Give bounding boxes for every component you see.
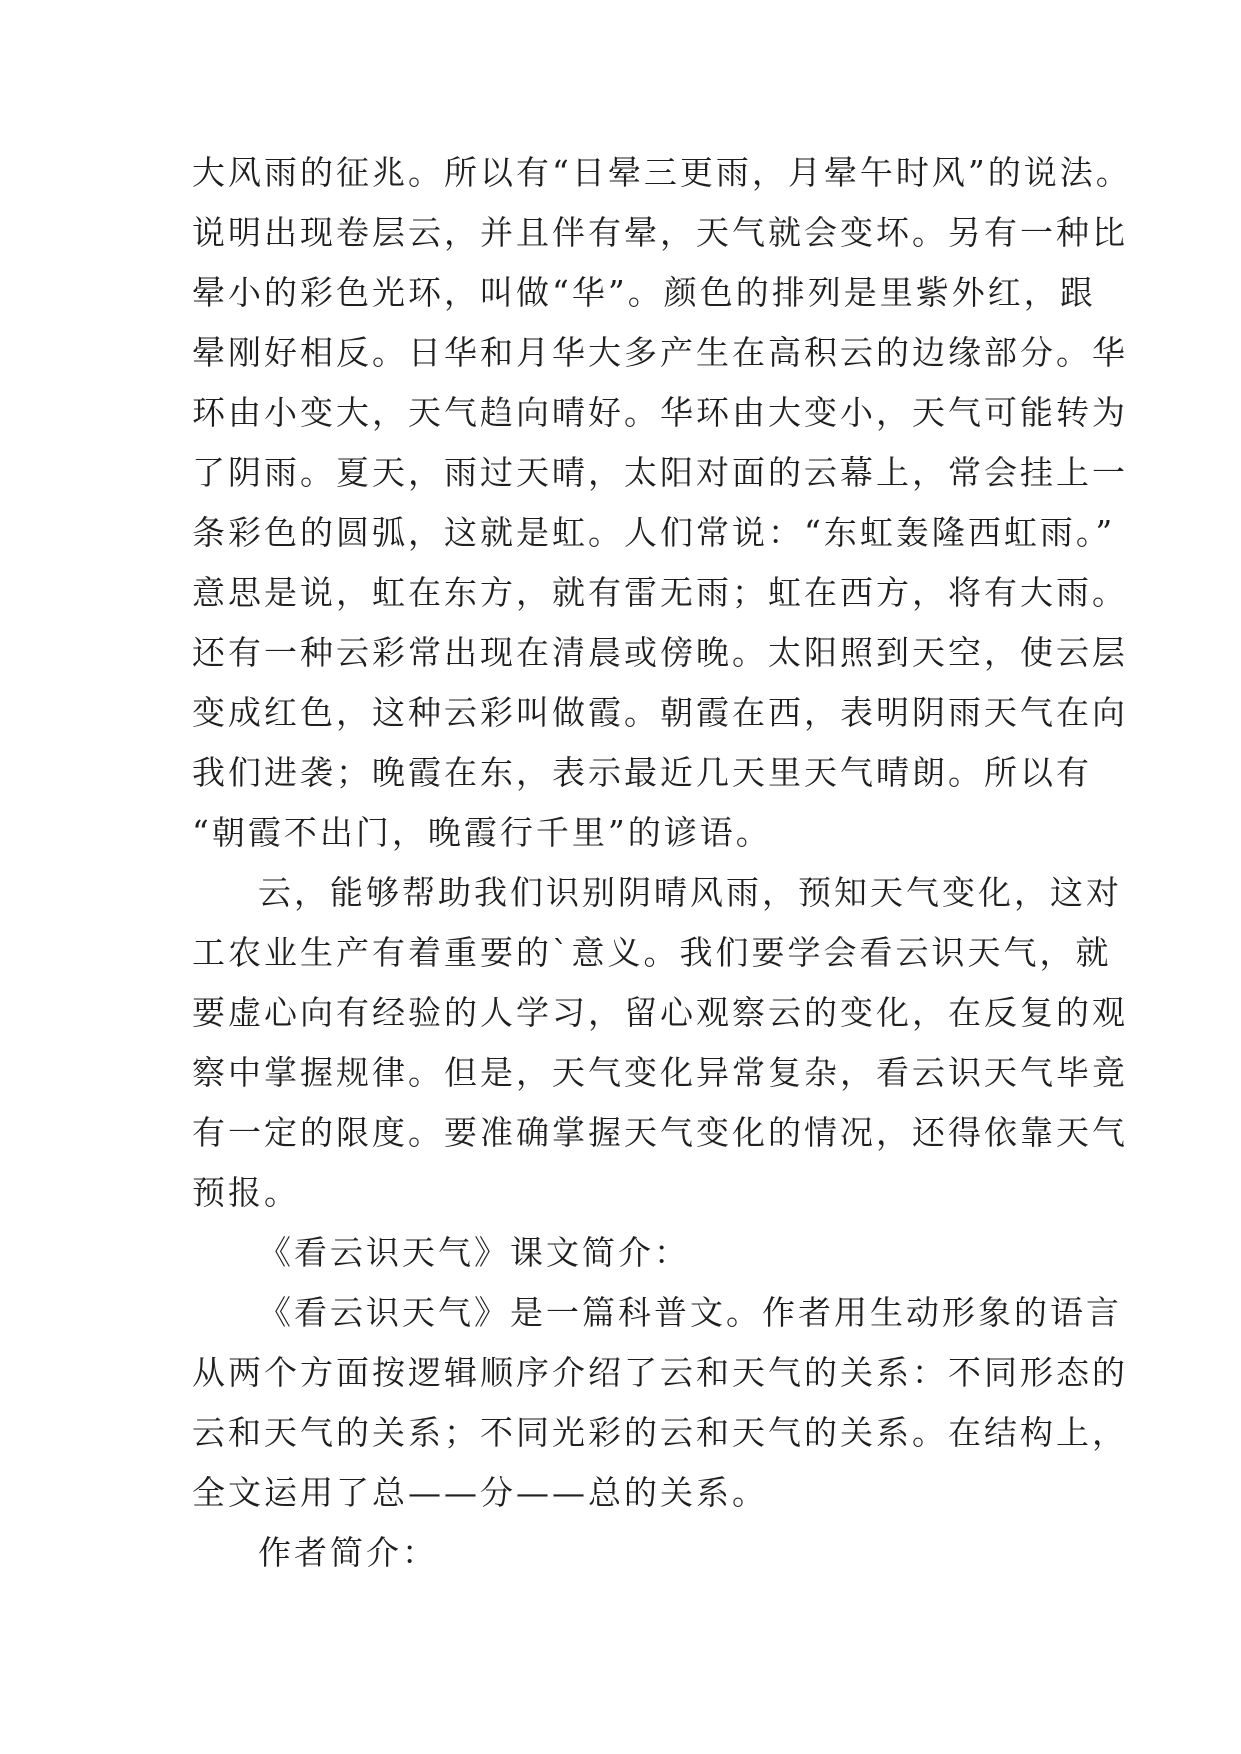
- section-heading-author: 作者简介：: [258, 1533, 438, 1572]
- text-line: 意思是说，虹在东方，就有雷无雨；虹在西方，将有大雨。: [192, 573, 1128, 612]
- text-line: 察中掌握规律。但是，天气变化异常复杂，看云识天气毕竟: [192, 1053, 1128, 1092]
- paragraph-start-line: 云，能够帮助我们识别阴晴风雨，预知天气变化，这对: [258, 873, 1122, 912]
- text-line: 条彩色的圆弧，这就是虹。人们常说：“东虹轰隆西虹雨。”: [192, 513, 1116, 552]
- section-heading-intro: 《看云识天气》课文简介：: [258, 1233, 690, 1272]
- text-line: 工农业生产有着重要的`意义。我们要学会看云识天气，就: [192, 933, 1112, 972]
- text-line: 晕刚好相反。日华和月华大多产生在高积云的边缘部分。华: [192, 333, 1128, 372]
- paragraph-start-line: 《看云识天气》是一篇科普文。作者用生动形象的语言: [258, 1293, 1122, 1332]
- text-line: 环由小变大，天气趋向晴好。华环由大变小，天气可能转为: [192, 393, 1128, 432]
- text-line: 晕小的彩色光环，叫做“华”。颜色的排列是里紫外红，跟: [192, 273, 1096, 312]
- text-line: 大风雨的征兆。所以有“日晕三更雨，月晕午时风”的说法。: [192, 153, 1132, 192]
- text-line: 变成红色，这种云彩叫做霞。朝霞在西，表明阴雨天气在向: [192, 693, 1128, 732]
- text-line: 从两个方面按逻辑顺序介绍了云和天气的关系：不同形态的: [192, 1353, 1128, 1392]
- text-line: 还有一种云彩常出现在清晨或傍晚。太阳照到天空，使云层: [192, 633, 1128, 672]
- text-line: 了阴雨。夏天，雨过天晴，太阳对面的云幕上，常会挂上一: [192, 453, 1128, 492]
- text-line: 全文运用了总——分——总的关系。: [192, 1473, 768, 1512]
- text-line: “朝霞不出门，晚霞行千里”的谚语。: [192, 813, 772, 852]
- body-text: [192, 143, 1132, 1583]
- text-line: 云和天气的关系；不同光彩的云和天气的关系。在结构上，: [192, 1413, 1128, 1452]
- text-line: 说明出现卷层云，并且伴有晕，天气就会变坏。另有一种比: [192, 213, 1128, 252]
- text-line: 我们进袭；晚霞在东，表示最近几天里天气晴朗。所以有: [192, 753, 1092, 792]
- text-line: 有一定的限度。要准确掌握天气变化的情况，还得依靠天气: [192, 1113, 1128, 1152]
- text-line: 要虚心向有经验的人学习，留心观察云的变化，在反复的观: [192, 993, 1128, 1032]
- text-line: 预报。: [192, 1173, 300, 1212]
